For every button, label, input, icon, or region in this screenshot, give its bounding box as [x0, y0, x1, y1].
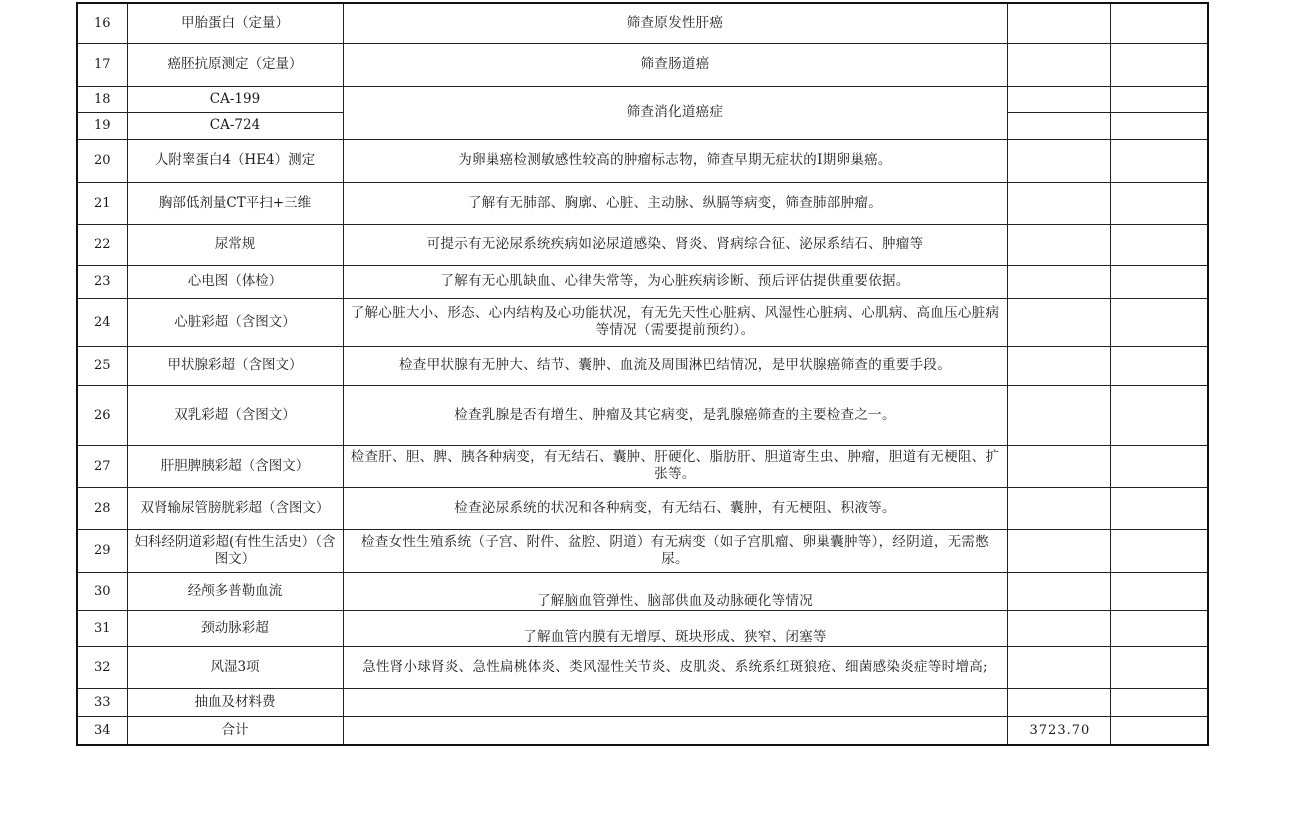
item-note: [1110, 572, 1208, 610]
item-description: 检查肝、胆、脾、胰各种病变，有无结石、囊肿、肝硬化、脂肪肝、胆道寄生虫、肿瘤，胆道有无梗阻、扩张等。: [343, 445, 1007, 487]
item-note: [1110, 112, 1208, 139]
item-name: 心电图（体检）: [127, 265, 343, 298]
row-number: 25: [77, 346, 127, 385]
row-number: 23: [77, 265, 127, 298]
table-row: [77, 86, 1208, 112]
item-note: [1110, 529, 1208, 572]
table-row: [77, 445, 1208, 487]
item-name: CA-724: [127, 112, 343, 139]
item-note: [1110, 445, 1208, 487]
table-row: [77, 716, 1208, 745]
item-note: [1110, 3, 1208, 43]
item-description: 为卵巢癌检测敏感性较高的肿瘤标志物，筛查早期无症状的I期卵巢癌。: [343, 139, 1007, 182]
row-number: 17: [77, 43, 127, 86]
item-name: 双乳彩超（含图文）: [127, 385, 343, 445]
item-name: 尿常规: [127, 224, 343, 265]
item-description: 检查女性生殖系统（子宫、附件、盆腔、阴道）有无病变（如子宫肌瘤、卵巢囊肿等），经阴道，无需憋尿。: [343, 529, 1007, 572]
item-description: 检查甲状腺有无肿大、结节、囊肿、血流及周围淋巴结情况，是甲状腺癌筛查的重要手段。: [343, 346, 1007, 385]
item-name: 人附睾蛋白4（HE4）测定: [127, 139, 343, 182]
row-number: 18: [77, 86, 127, 112]
row-number: 28: [77, 487, 127, 529]
item-name: 甲状腺彩超（含图文）: [127, 346, 343, 385]
item-note: [1110, 182, 1208, 224]
item-amount: [1007, 139, 1110, 182]
table-row: [77, 572, 1208, 610]
item-amount: [1007, 572, 1110, 610]
table-row: [77, 487, 1208, 529]
item-note: [1110, 646, 1208, 688]
item-amount: [1007, 298, 1110, 346]
item-amount: [1007, 182, 1110, 224]
item-amount: [1007, 112, 1110, 139]
row-number: 33: [77, 688, 127, 716]
item-description: 可提示有无泌尿系统疾病如泌尿道感染、肾炎、肾病综合征、泌尿系结石、肿瘤等: [343, 224, 1007, 265]
item-description: 了解脑血管弹性、脑部供血及动脉硬化等情况: [343, 572, 1007, 610]
item-description: 了解心脏大小、形态、心内结构及心功能状况，有无先天性心脏病、风湿性心脏病、心肌病、高血压心脏病等情况（需要提前预约）。: [343, 298, 1007, 346]
item-note: [1110, 265, 1208, 298]
item-name: 肝胆脾胰彩超（含图文）: [127, 445, 343, 487]
table-row: [77, 182, 1208, 224]
item-description: 筛查原发性肝癌: [343, 3, 1007, 43]
row-number: 32: [77, 646, 127, 688]
item-amount: [1007, 385, 1110, 445]
item-note: [1110, 86, 1208, 112]
row-number: 26: [77, 385, 127, 445]
item-name: 甲胎蛋白（定量）: [127, 3, 343, 43]
item-note: [1110, 688, 1208, 716]
table-row: [77, 3, 1208, 43]
item-note: [1110, 139, 1208, 182]
item-amount: [1007, 43, 1110, 86]
row-number: 27: [77, 445, 127, 487]
row-number: 16: [77, 3, 127, 43]
item-description: 了解有无肺部、胸廓、心脏、主动脉、纵膈等病变，筛查肺部肿瘤。: [343, 182, 1007, 224]
item-amount: [1007, 224, 1110, 265]
row-number: 29: [77, 529, 127, 572]
table-row: [77, 610, 1208, 646]
item-name: CA-199: [127, 86, 343, 112]
item-description: 了解有无心肌缺血、心律失常等，为心脏疾病诊断、预后评估提供重要依据。: [343, 265, 1007, 298]
item-description: 筛查肠道癌: [343, 43, 1007, 86]
row-number: 22: [77, 224, 127, 265]
row-number: 31: [77, 610, 127, 646]
table-row: [77, 385, 1208, 445]
item-amount: [1007, 610, 1110, 646]
item-note: [1110, 346, 1208, 385]
table-row: [77, 298, 1208, 346]
item-amount: [1007, 529, 1110, 572]
item-description: [343, 688, 1007, 716]
table-row: [77, 646, 1208, 688]
item-amount: [1007, 445, 1110, 487]
item-name: 双肾输尿管膀胱彩超（含图文）: [127, 487, 343, 529]
row-number: 30: [77, 572, 127, 610]
item-name: 颈动脉彩超: [127, 610, 343, 646]
item-note: [1110, 610, 1208, 646]
item-description: 检查乳腺是否有增生、肿瘤及其它病变，是乳腺癌筛查的主要检查之一。: [343, 385, 1007, 445]
exam-items-table: [76, 2, 1209, 746]
table-row: [77, 529, 1208, 572]
item-amount: [1007, 646, 1110, 688]
item-note: [1110, 224, 1208, 265]
item-amount: [1007, 688, 1110, 716]
item-note: [1110, 43, 1208, 86]
item-description: 了解血管内膜有无增厚、斑块形成、狭窄、闭塞等: [343, 610, 1007, 646]
item-name: 妇科经阴道彩超(有性生活史）（含图文）: [127, 529, 343, 572]
item-note: [1110, 385, 1208, 445]
item-note: [1110, 716, 1208, 745]
item-name: 心脏彩超（含图文）: [127, 298, 343, 346]
item-amount: [1007, 346, 1110, 385]
item-name: 风湿3项: [127, 646, 343, 688]
row-number: 34: [77, 716, 127, 745]
table-row: [77, 688, 1208, 716]
item-description: [343, 716, 1007, 745]
item-name: 抽血及材料费: [127, 688, 343, 716]
item-note: [1110, 298, 1208, 346]
item-note: [1110, 487, 1208, 529]
total-amount: 3723.70: [1007, 716, 1110, 745]
item-amount: [1007, 3, 1110, 43]
item-name: 癌胚抗原测定（定量）: [127, 43, 343, 86]
item-amount: [1007, 265, 1110, 298]
row-number: 20: [77, 139, 127, 182]
table-row: [77, 224, 1208, 265]
table-row: [77, 43, 1208, 86]
item-name: 合计: [127, 716, 343, 745]
table-row: [77, 346, 1208, 385]
row-number: 19: [77, 112, 127, 139]
item-name: 胸部低剂量CT平扫+三维: [127, 182, 343, 224]
item-amount: [1007, 86, 1110, 112]
item-description: 筛查消化道癌症: [343, 86, 1007, 139]
row-number: 21: [77, 182, 127, 224]
table-row: [77, 265, 1208, 298]
item-description: 急性肾小球肾炎、急性扁桃体炎、类风湿性关节炎、皮肌炎、系统系红斑狼疮、细菌感染炎症等时增高;: [343, 646, 1007, 688]
row-number: 24: [77, 298, 127, 346]
item-description: 检查泌尿系统的状况和各种病变，有无结石、囊肿，有无梗阻、积液等。: [343, 487, 1007, 529]
item-amount: [1007, 487, 1110, 529]
item-name: 经颅多普勒血流: [127, 572, 343, 610]
table-row: [77, 139, 1208, 182]
